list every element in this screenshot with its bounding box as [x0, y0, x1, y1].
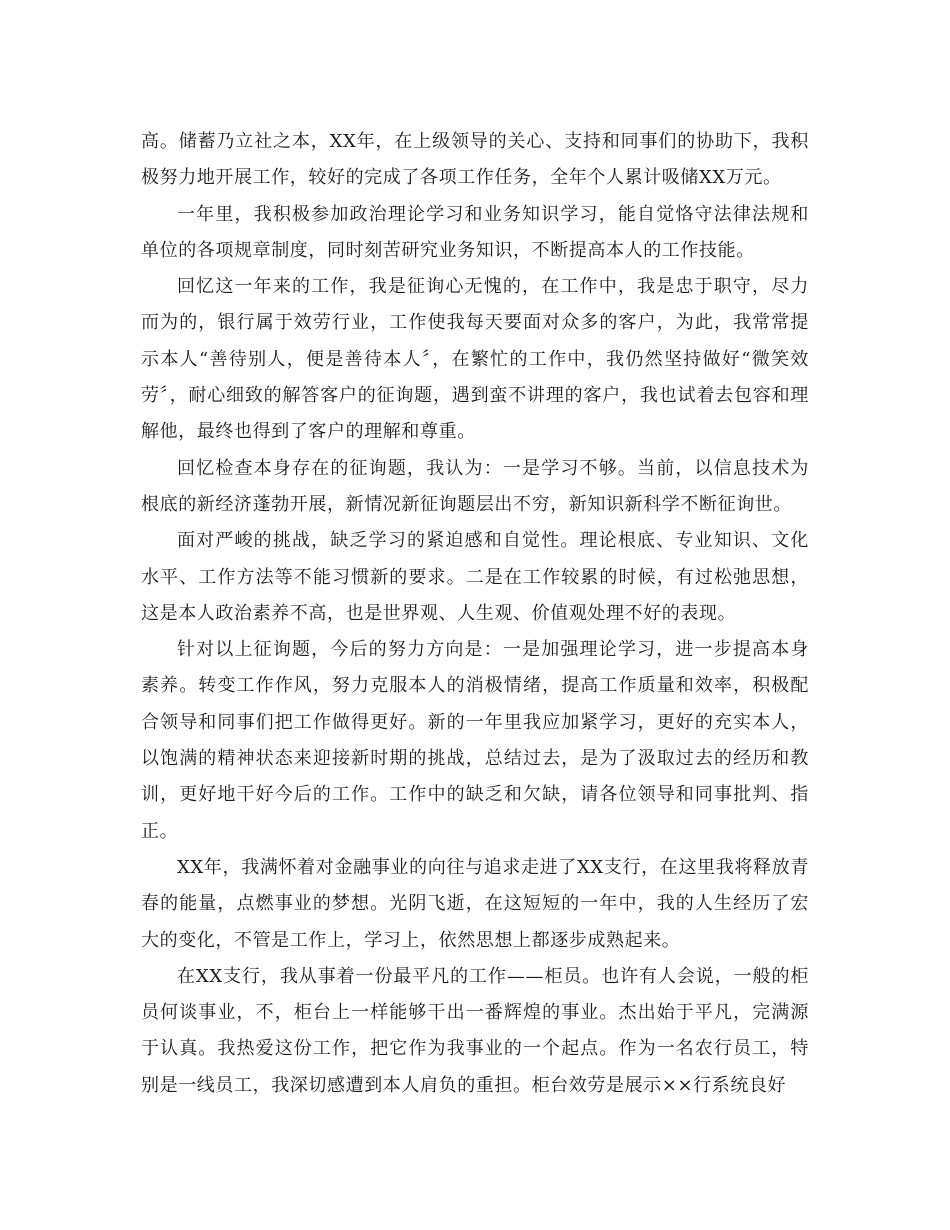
- paragraph-7: XX年，我满怀着对金融事业的向往与追求走进了XX支行，在这里我将释放青春的能量，点燃事业的梦想。光阴飞逝，在这短短的一年中，我的人生经历了宏大的变化，不管是工作上，学习上，依然思想上都逐步成熟起来。: [141, 856, 809, 951]
- document-body: [141, 124, 809, 1104]
- paragraph-4: 回忆检查本身存在的征询题，我认为：一是学习不够。当前，以信息技术为根底的新经济蓬勃开展，新情况新征询题层出不穷，新知识新科学不断征询世。: [141, 457, 809, 515]
- paragraph-5: 面对严峻的挑战，缺乏学习的紧迫感和自觉性。理论根底、专业知识、文化水平、工作方法等不能习惯新的要求。二是在工作较累的时候，有过松弛思想，这是本人政治素养不高，也是世界观、人生观、价值观处理不好的表现。: [141, 530, 809, 624]
- paragraph-8: 在XX支行，我从事着一份最平凡的工作——柜员。也许有人会说，一般的柜员何谈事业，不，柜台上一样能够干出一番辉煌的事业。杰出始于平凡，完满源于认真。我热爱这份工作，把它作为我事业的一个起点。作为一名农行员工，特别是一线员工，我深切感遭到本人肩负的重担。柜台效劳是展示××行系统良好: [141, 965, 809, 1096]
- paragraph-2: 一年里，我积极参加政治理论学习和业务知识学习，能自觉恪守法律法规和单位的各项规章制度，同时刻苦研究业务知识，不断提高本人的工作技能。: [141, 203, 809, 261]
- paragraph-1: 高。储蓄乃立社之本，XX年，在上级领导的关心、支持和同事们的协助下，我积极努力地开展工作，较好的完成了各项工作任务，全年个人累计吸储XX万元。: [141, 131, 809, 189]
- paragraph-6: 针对以上征询题，今后的努力方向是：一是加强理论学习，进一步提高本身素养。转变工作作风，努力克服本人的消极情绪，提高工作质量和效率，积极配合领导和同事们把工作做得更好。新的一年里我应加紧学习，更好的充实本人，以饱满的精神状态来迎接新时期的挑战，总结过去，是为了汲取过去的经历和教训，更好地干好今后的工作。工作中的缺乏和欠缺，请各位领导和同事批判、指正。: [141, 639, 809, 842]
- paragraph-3: 回忆这一年来的工作，我是征询心无愧的，在工作中，我是忠于职守，尽力而为的，银行属于效劳行业，工作使我每天要面对众多的客户，为此，我常常提示本人“善待别人，便是善待本人〞，在繁忙的工作中，我仍然坚持做好“微笑效劳〞，耐心细致的解答客户的征询题，遇到蛮不讲理的客户，我也试着去包容和理解他，最终也得到了客户的理解和尊重。: [141, 276, 809, 443]
